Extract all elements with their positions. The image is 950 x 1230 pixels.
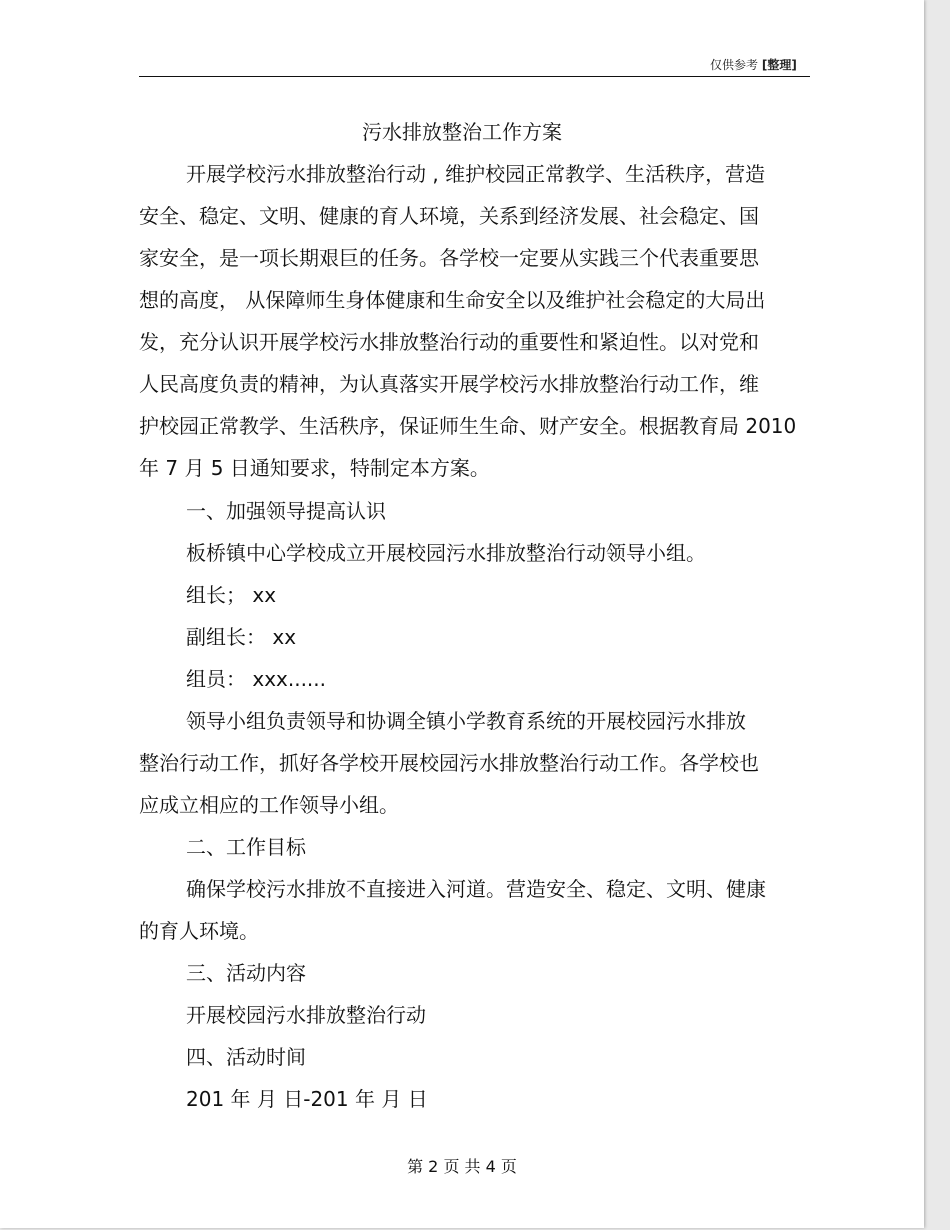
page-number: 第 2 页 共 4 页: [407, 1157, 517, 1176]
section-heading-2: 二、工作目标: [186, 835, 306, 859]
body-line: 确保学校污水排放不直接进入河道。营造安全、稳定、文明、健康: [186, 877, 766, 901]
header-note-text: 仅供参考: [710, 58, 759, 72]
section-heading-3: 三、活动内容: [186, 961, 306, 985]
header-rule: [139, 76, 810, 77]
body-line: 安全、稳定、文明、健康的育人环境，关系到经济发展、社会稳定、国: [139, 204, 759, 228]
body-line: 副组长： xx: [186, 625, 297, 649]
body-line: 想的高度， 从保障师生身体健康和生命安全以及维护社会稳定的大局出: [139, 288, 766, 312]
body-line: 领导小组负责领导和协调全镇小学教育系统的开展校园污水排放: [186, 709, 746, 733]
body-line: 整治行动工作，抓好各学校开展校园污水排放整治行动工作。各学校也: [139, 751, 759, 775]
body-line: 应成立相应的工作领导小组。: [139, 793, 399, 817]
document-title: 污水排放整治工作方案: [362, 120, 562, 144]
body-line: 的育人环境。: [139, 919, 259, 943]
body-line: 护校园正常教学、生活秩序，保证师生生命、财产安全。根据教育局 2010: [139, 414, 797, 438]
section-heading-4: 四、活动时间: [186, 1045, 306, 1069]
body-line: 开展校园污水排放整治行动: [186, 1003, 426, 1027]
body-line: 年 7 月 5 日通知要求，特制定本方案。: [139, 456, 490, 480]
body-line: 人民高度负责的精神，为认真落实开展学校污水排放整治行动工作，维: [139, 372, 759, 396]
body-line: 家安全，是一项长期艰巨的任务。各学校一定要从实践三个代表重要思: [139, 246, 759, 270]
header-note-tag: [整理]: [761, 58, 797, 72]
header-note: [710, 56, 797, 73]
body-line: 组长； xx: [186, 583, 277, 607]
body-line: 发，充分认识开展学校污水排放整治行动的重要性和紧迫性。以对党和: [139, 330, 759, 354]
body-line: 组员： xxx......: [186, 667, 327, 691]
body-line: 板桥镇中心学校成立开展校园污水排放整治行动领导小组。: [186, 541, 706, 565]
section-heading-1: 一、加强领导提高认识: [186, 499, 386, 523]
body-line: 201 年 月 日-201 年 月 日: [186, 1087, 428, 1111]
body-line: 开展学校污水排放整治行动 , 维护校园正常教学、生活秩序，营造: [186, 162, 766, 186]
